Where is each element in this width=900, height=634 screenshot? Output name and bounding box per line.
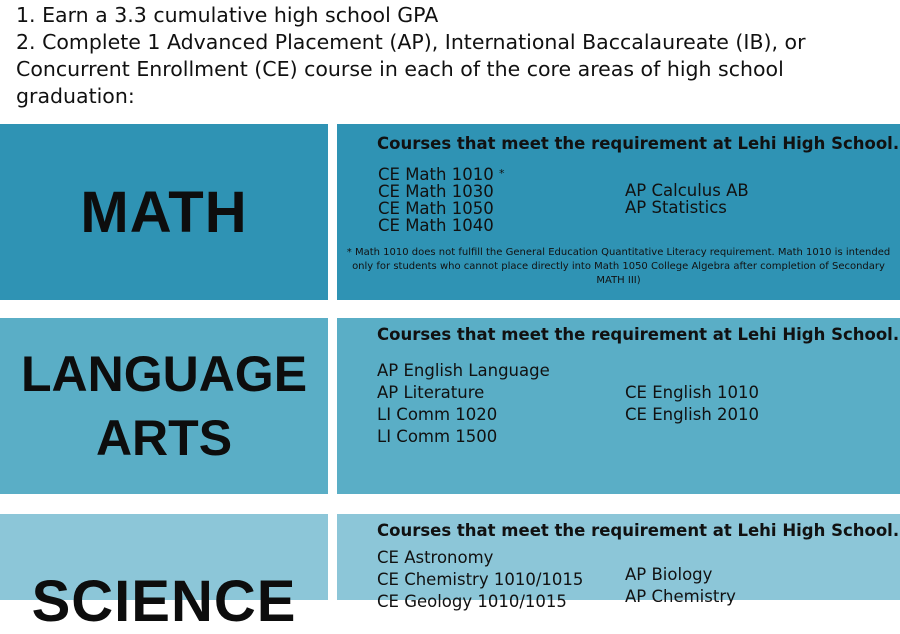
science-ce-course-list [377, 547, 583, 613]
math-course-item: CE Math 1010 * [378, 165, 505, 184]
science-course-item: CE Geology 1010/1015 [377, 592, 567, 611]
language-arts-title-line1: LANGUAGE [20, 346, 308, 402]
language-arts-left-course-list [377, 360, 550, 448]
science-course-item: AP Biology [625, 565, 713, 584]
science-course-panel [337, 514, 900, 611]
footnote-marker: * [498, 167, 505, 180]
requirement-gpa: 1. Earn a 3.3 cumulative high school GPA [16, 3, 439, 27]
language-arts-course-item: LI Comm 1020 [377, 405, 498, 424]
math-footnote: * Math 1010 does not fulfill the General Education Quantitative Literacy requirement. Math 1010 is intended only for students who cannot place directly into Math 1050 College Algebra after completion of Secondary MATH III) [346, 247, 891, 286]
math-title: MATH [80, 179, 248, 245]
science-ap-course-list [625, 564, 736, 608]
science-title: SCIENCE [31, 569, 297, 634]
math-ce-course-list [378, 165, 504, 234]
intro-requirements [16, 2, 886, 110]
language-arts-course-item: AP Literature [377, 383, 485, 402]
language-arts-title [21, 342, 307, 470]
math-course-item: AP Statistics [625, 198, 727, 217]
math-course-item: CE Math 1050 [378, 199, 494, 218]
language-arts-course-item: LI Comm 1500 [377, 427, 498, 446]
language-arts-title-line2: ARTS [95, 410, 233, 466]
science-heading: Courses that meet the requirement at Lehi High School. [377, 521, 900, 540]
science-course-item: CE Chemistry 1010/1015 [377, 570, 584, 589]
language-arts-right-course-list [625, 382, 759, 426]
language-arts-course-item: CE English 1010 [625, 383, 760, 402]
science-label-panel [0, 514, 328, 634]
math-heading: Courses that meet the requirement at Lehi High School. [377, 134, 900, 153]
math-ap-course-list [625, 182, 749, 216]
language-arts-course-item: CE English 2010 [625, 405, 760, 424]
language-arts-course-item: AP English Language [377, 361, 550, 380]
requirement-courses: 2. Complete 1 Advanced Placement (AP), International Baccalaureate (IB), or Concurrent Enrollment (CE) course in each of the core areas of high school graduation: [16, 30, 806, 108]
language-arts-label-panel [0, 318, 328, 494]
language-arts-heading: Courses that meet the requirement at Lehi High School. [377, 325, 900, 344]
language-arts-course-panel [337, 318, 900, 494]
math-course-panel [337, 124, 900, 300]
math-course-item: CE Math 1040 [378, 216, 494, 235]
science-course-item: CE Astronomy [377, 548, 494, 567]
science-course-item: AP Chemistry [625, 587, 736, 606]
math-course-item: AP Calculus AB [625, 181, 749, 200]
math-label-panel [0, 124, 328, 300]
math-course-item: CE Math 1030 [378, 182, 494, 201]
